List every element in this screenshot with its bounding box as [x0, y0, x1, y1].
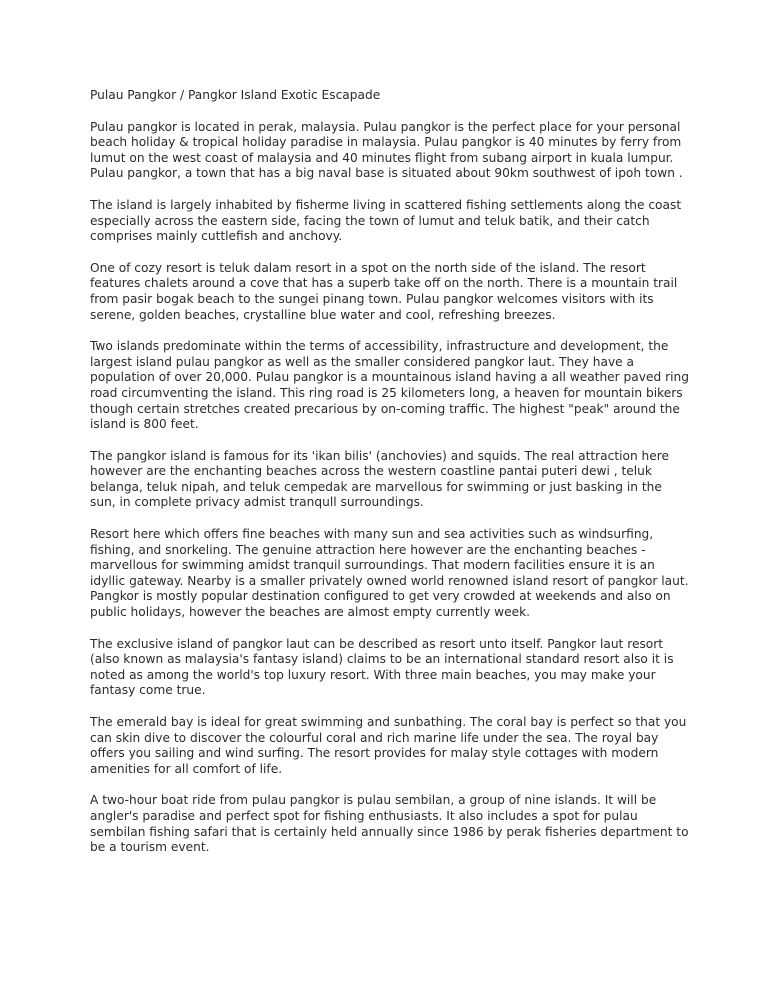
paragraph-9: A two-hour boat ride from pulau pangkor is pulau sembilan, a group of nine islands. It will be angler's paradise and perfect spot for fishing enthusiasts. It also includes a spot for pulau sembilan fishing safari that is certainly held annually since 1986 by perak fisheries department to be a tourism event.	[90, 793, 689, 855]
paragraph-4: Two islands predominate within the terms of accessibility, infrastructure and development, the largest island pulau pangkor as well as the smaller considered pangkor laut. They have a population of over 20,000. Pulau pangkor is a mountainous island having a all weather paved ring road circumventing the island. This ring road is 25 kilometers long, a heaven for mountain bikers though certain stretches created precarious by on-coming traffic. The highest "peak" around the island is 800 feet.	[90, 339, 689, 432]
paragraph-3: One of cozy resort is teluk dalam resort in a spot on the north side of the island. The resort features chalets around a cove that has a superb take off on the north. There is a mountain trail from pasir bogak beach to the sungei pinang town. Pulau pangkor welcomes visitors with its serene, golden beaches, crystalline blue water and cool, refreshing breezes.	[90, 260, 678, 322]
document-title: Pulau Pangkor / Pangkor Island Exotic Escapade	[90, 88, 381, 102]
paragraph-2: The island is largely inhabited by fisherme living in scattered fishing settlements along the coast especially across the eastern side, facing the town of lumut and teluk batik, and their catch comprises mainly cuttlefish and anchovy.	[90, 197, 682, 244]
paragraph-1: Pulau pangkor is located in perak, malaysia. Pulau pangkor is the perfect place for your personal beach holiday & tropical holiday paradise in malaysia. Pulau pangkor is 40 minutes by ferry from lumut on the west coast of malaysia and 40 minutes flight from subang airport in kuala lumpur. Pulau pangkor, a town that has a big naval base is situated about 90km southwest of ipoh town .	[90, 119, 683, 181]
document-page	[90, 88, 690, 872]
paragraph-8: The emerald bay is ideal for great swimming and sunbathing. The coral bay is perfect so that you can skin dive to discover the colourful coral and rich marine life under the sea. The royal bay offers you sailing and wind surfing. The resort provides for malay style cottages with modern amenities for all comfort of life.	[90, 715, 687, 776]
paragraph-6: Resort here which offers fine beaches with many sun and sea activities such as windsurfing, fishing, and snorkeling. The genuine attraction here however are the enchanting beaches - marvellous for swimming amidst tranquil surroundings. That modern facilities ensure it is an idyllic gateway. Nearby is a smaller privately owned world renowned island resort of pangkor laut. Pangkor is mostly popular destination configured to get very crowded at weekends and also on public holidays, however the beaches are almost empty currently week.	[90, 527, 689, 620]
paragraph-5: The pangkor island is famous for its 'ikan bilis' (anchovies) and squids. The real attraction here however are the enchanting beaches across the western coastline pantai puteri dewi , teluk belanga, teluk nipah, and teluk cempedak are marvellous for swimming or just basking in the sun, in complete privacy admist tranqull surroundings.	[90, 448, 670, 510]
paragraph-7: The exclusive island of pangkor laut can be described as resort unto itself. Pangkor laut resort (also known as malaysia's fantasy island) claims to be an international standard resort also it is noted as among the world's top luxury resort. With three main beaches, you may make your fantasy come true.	[90, 636, 674, 698]
